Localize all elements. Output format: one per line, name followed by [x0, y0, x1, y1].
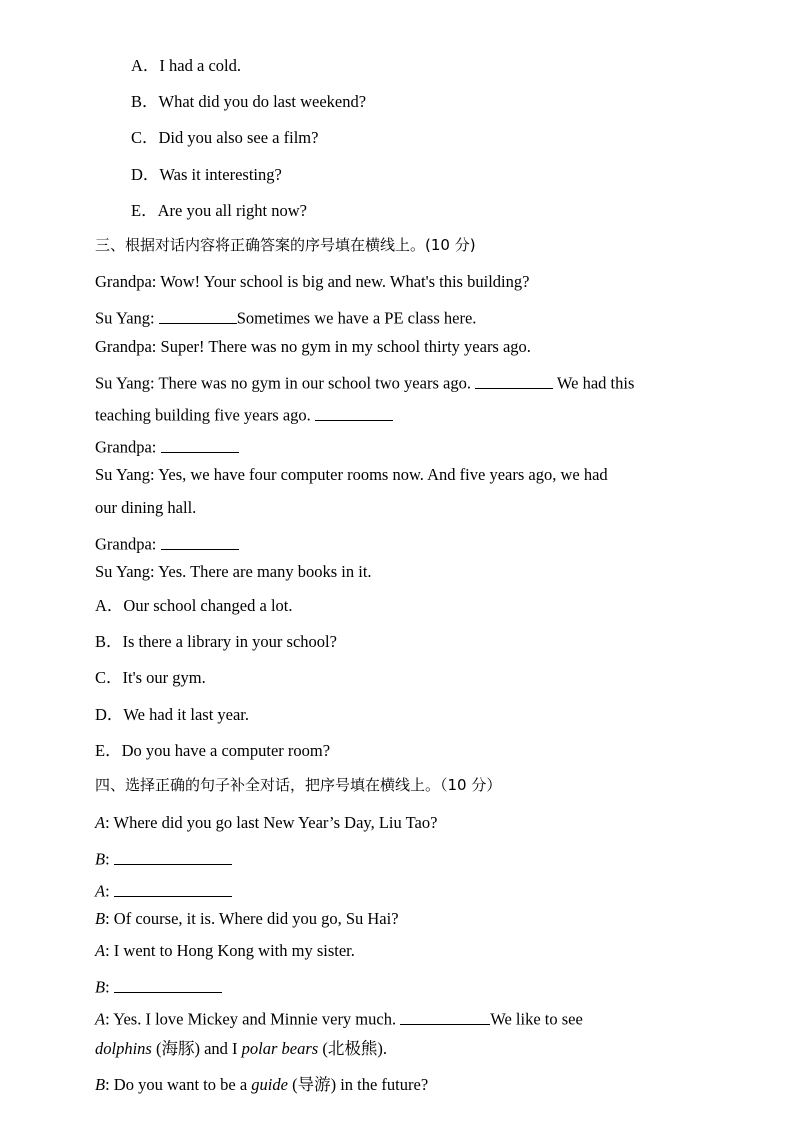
- answer-blank[interactable]: [161, 532, 239, 550]
- dialogue-text: (海豚) and I: [151, 1039, 242, 1058]
- dialogue-text: (导游) in the future?: [287, 1075, 429, 1094]
- option-text: Did you also see a film?: [158, 128, 319, 147]
- option-letter: E．: [131, 201, 158, 220]
- option-c: [131, 130, 318, 147]
- option-d: [95, 707, 249, 724]
- option-letter: C．: [131, 128, 159, 147]
- dialogue-line: [95, 847, 232, 868]
- option-a: [95, 598, 293, 615]
- option-letter: A．: [95, 596, 124, 615]
- option-text: Do you have a computer room?: [121, 741, 331, 760]
- speaker-label: B: [95, 977, 106, 997]
- dialogue-line: our dining hall.: [95, 498, 197, 517]
- dialogue-text: :: [105, 849, 114, 869]
- speaker-label: A: [95, 941, 106, 960]
- dialogue-text: Grandpa:: [95, 534, 161, 554]
- dialogue-text: : Do you want to be a: [105, 1075, 252, 1094]
- answer-blank[interactable]: [114, 847, 232, 865]
- dialogue-line: [95, 975, 222, 996]
- option-letter: D．: [95, 705, 124, 724]
- dialogue-line: Su Yang: Yes, we have four computer rooms now. And five years ago, we had: [95, 465, 608, 484]
- option-text: What did you do last weekend?: [158, 92, 367, 111]
- answer-blank[interactable]: [114, 975, 222, 993]
- dialogue-line: [95, 435, 239, 456]
- option-d: [131, 167, 282, 184]
- option-e: [95, 743, 330, 760]
- speaker-label: A: [95, 813, 106, 832]
- option-letter: A．: [131, 56, 160, 75]
- option-text: It's our gym.: [122, 668, 206, 687]
- dialogue-text: (北极熊).: [318, 1039, 387, 1058]
- option-c: [95, 670, 206, 687]
- vocab-word: guide: [251, 1075, 288, 1094]
- dialogue-line: [95, 371, 634, 392]
- dialogue-text: We had this: [553, 373, 635, 393]
- option-text: Was it interesting?: [159, 165, 282, 184]
- dialogue-line: [95, 879, 232, 900]
- answer-blank[interactable]: [400, 1007, 490, 1025]
- speaker-label: B: [95, 909, 106, 928]
- option-text: We had it last year.: [123, 705, 250, 724]
- dialogue-text: Grandpa:: [95, 437, 161, 457]
- dialogue-line: Su Yang: Yes. There are many books in it.: [95, 562, 372, 581]
- dialogue-line: [95, 943, 355, 960]
- option-letter: B．: [95, 632, 123, 651]
- answer-blank[interactable]: [159, 306, 237, 324]
- option-a: [131, 58, 241, 75]
- option-letter: E．: [95, 741, 122, 760]
- option-text: Our school changed a lot.: [123, 596, 293, 615]
- dialogue-text: We like to see: [490, 1009, 583, 1029]
- option-e: [131, 203, 307, 220]
- option-text: Is there a library in your school?: [122, 632, 337, 651]
- dialogue-text: :: [105, 881, 114, 901]
- speaker-label: B: [95, 1075, 106, 1094]
- option-letter: B．: [131, 92, 159, 111]
- vocab-word: polar bears: [241, 1039, 319, 1058]
- answer-blank[interactable]: [475, 371, 553, 389]
- dialogue-text: :: [105, 977, 114, 997]
- answer-blank[interactable]: [161, 435, 239, 453]
- option-b: [131, 94, 366, 111]
- option-b: [95, 634, 337, 651]
- dialogue-line: Grandpa: Super! There was no gym in my school thirty years ago.: [95, 337, 531, 356]
- dialogue-line: [95, 306, 476, 327]
- dialogue-line: [95, 1077, 428, 1094]
- option-text: Are you all right now?: [157, 201, 307, 220]
- dialogue-text: Su Yang: There was no gym in our school two years ago.: [95, 373, 476, 393]
- speaker-label: B: [95, 849, 106, 869]
- section-4-heading: 四、选择正确的句子补全对话，把序号填在横线上。（10 分）: [95, 776, 502, 794]
- dialogue-text: teaching building five years ago.: [95, 405, 315, 425]
- dialogue-text: : Of course, it is. Where did you go, Su Hai?: [105, 909, 399, 928]
- dialogue-text: : Where did you go last New Year’s Day, Liu Tao?: [105, 813, 438, 832]
- dialogue-text: Sometimes we have a PE class here.: [236, 308, 477, 328]
- dialogue-line: [95, 532, 239, 553]
- dialogue-line: [95, 911, 399, 928]
- dialogue-line: [95, 1007, 583, 1028]
- dialogue-line: [95, 815, 437, 832]
- dialogue-line: [95, 1041, 387, 1058]
- dialogue-text: : I went to Hong Kong with my sister.: [105, 941, 355, 960]
- dialogue-line: [95, 403, 393, 424]
- answer-blank[interactable]: [114, 879, 232, 897]
- vocab-word: dolphins: [95, 1039, 152, 1058]
- speaker-label: A: [95, 1009, 106, 1029]
- option-text: I had a cold.: [159, 56, 241, 75]
- answer-blank[interactable]: [315, 403, 393, 421]
- dialogue-text: : Yes. I love Mickey and Minnie very much.: [105, 1009, 401, 1029]
- option-letter: C．: [95, 668, 123, 687]
- dialogue-line: Grandpa: Wow! Your school is big and new. What's this building?: [95, 272, 530, 291]
- speaker-label: A: [95, 881, 106, 901]
- section-3-heading: 三、根据对话内容将正确答案的序号填在横线上。(10 分): [95, 236, 476, 254]
- option-letter: D．: [131, 165, 160, 184]
- dialogue-text: Su Yang:: [95, 308, 159, 328]
